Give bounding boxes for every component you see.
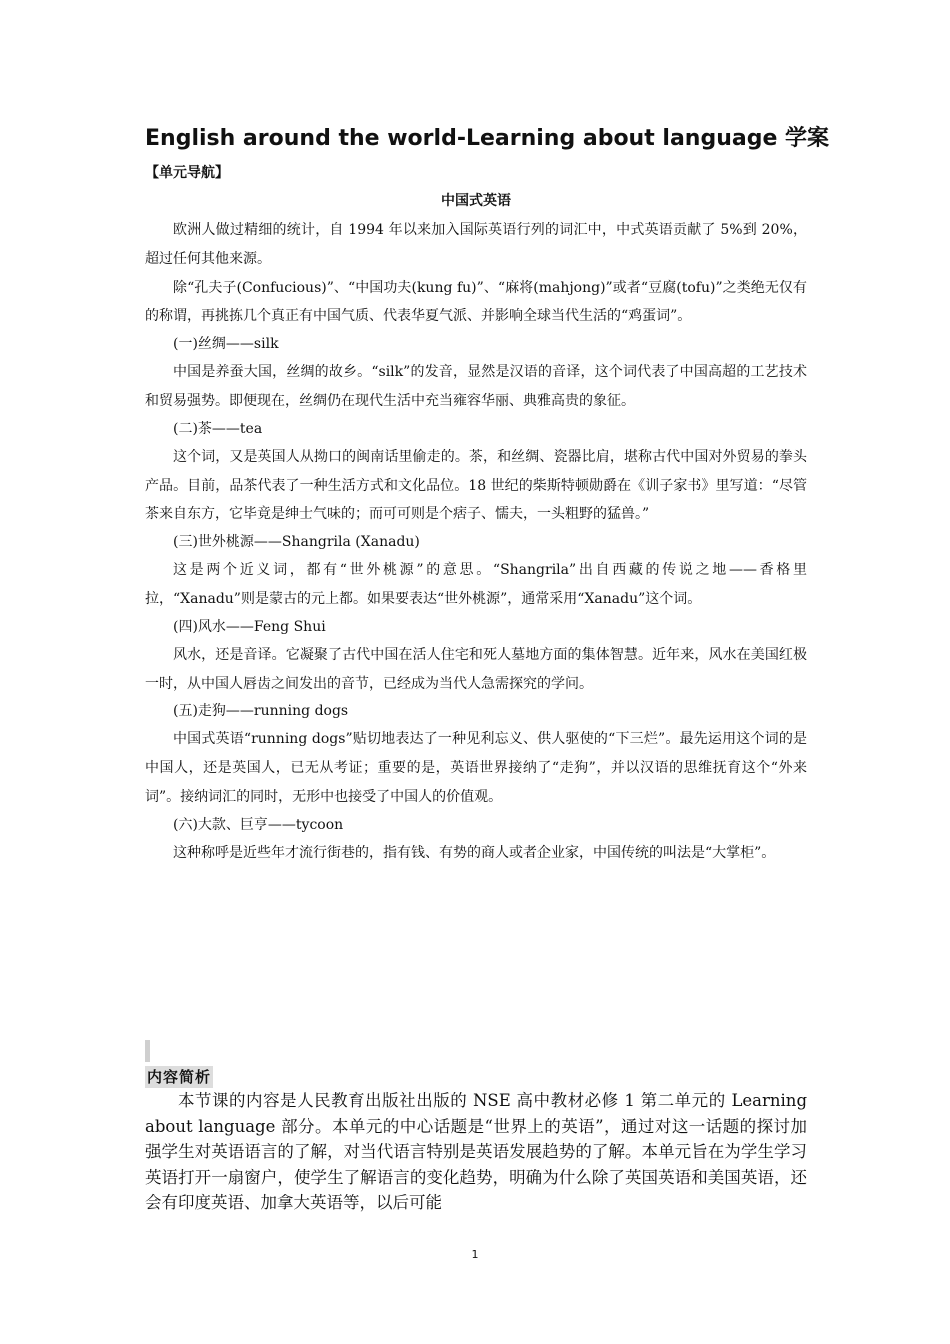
intro-paragraph: 除“孔夫子(Confucious)”、“中国功夫(kung fu)”、“麻将(mahjong)”或者“豆腐(tofu)”之类绝无仅有的称谓，再挑拣几个真正有中国气质、代表华夏气派、并影响全球当代生活的“鸡蛋词”。 [145, 279, 807, 325]
content-summary-label: 内容简析 [147, 1068, 212, 1086]
summary-paragraph: 本节课的内容是人民教育出版社出版的 NSE 高中教材必修 1 第二单元的 Learning about language 部分。本单元的中心话题是“世界上的英语”，通过对这一话题的探讨加强学生对英语语言的了解，对当代语言特别是英语发展趋势的了解。本单元旨在为学生学习英语打开一扇窗户，使学生了解语言的变化趋势，明确为什么除了英国英语和美国英语，还会有印度英语、加拿大英语等，以后可能 [145, 1091, 808, 1213]
section-text: 中国式英语“running dogs”贴切地表达了一种见利忘义、供人驱使的“下三烂”。最先运用这个词的是中国人，还是英国人，已无从考证；重要的是，英语世界接纳了“走狗”，并以汉语的思维抚育这个“外来词”。接纳词汇的同时，无形中也接受了中国人的价值观。 [145, 731, 807, 805]
section-text: 风水，还是音译。它凝聚了古代中国在活人住宅和死人墓地方面的集体智慧。近年来，风水在美国红极一时，从中国人唇齿之间发出的音节，已经成为当代人急需探究的学问。 [145, 646, 807, 692]
section-divider-bar [145, 1040, 150, 1062]
section-text: 这种称呼是近些年才流行街巷的，指有钱、有势的商人或者企业家，中国传统的叫法是“大掌柜”。 [173, 844, 776, 861]
article-title: 中国式英语 [441, 193, 511, 209]
section-text: 这个词，又是英国人从拗口的闽南话里偷走的。茶，和丝绸、瓷器比肩，堪称古代中国对外贸易的拳头产品。目前，品茶代表了一种生活方式和文化品位。18 世纪的柴斯特顿勋爵在《训子家书》里写道：“尽管茶来自东方，它毕竟是绅士气味的；而可可则是个痞子、懦夫，一头粗野的猛兽。” [145, 448, 807, 523]
section-heading: (六)大款、巨亨——tycoon [173, 816, 344, 833]
unit-navigation-heading: 【单元导航】 [145, 165, 229, 181]
page-number: 1 [471, 1248, 479, 1261]
section-text: 中国是养蚕大国，丝绸的故乡。“silk”的发音，显然是汉语的音译，这个词代表了中国高超的工艺技术和贸易强势。即便现在，丝绸仍在现代生活中充当雍容华丽、典雅高贵的象征。 [145, 364, 807, 409]
page-title: English around the world-Learning about language 学案 [145, 126, 830, 151]
content-summary [145, 1088, 807, 1216]
intro-paragraph: 欧洲人做过精细的统计，自 1994 年以来加入国际英语行列的词汇中，中式英语贡献了 5%到 20%，超过任何其他来源。 [145, 222, 807, 267]
section-heading: (三)世外桃源——Shangrila (Xanadu) [173, 534, 420, 551]
section-heading: (二)茶——tea [173, 420, 263, 437]
section-heading: (四)风水——Feng Shui [173, 618, 326, 635]
section-heading: (五)走狗——running dogs [173, 703, 349, 720]
section-heading: (一)丝绸——silk [173, 336, 279, 353]
section-text: 这是两个近义词，都有“世外桃源”的意思。“Shangrila”出自西藏的传说之地——香格里拉，“Xanadu”则是蒙古的元上都。如果要表达“世外桃源”，通常采用“Xanadu”这个词。 [145, 562, 807, 607]
article-body [145, 216, 807, 868]
